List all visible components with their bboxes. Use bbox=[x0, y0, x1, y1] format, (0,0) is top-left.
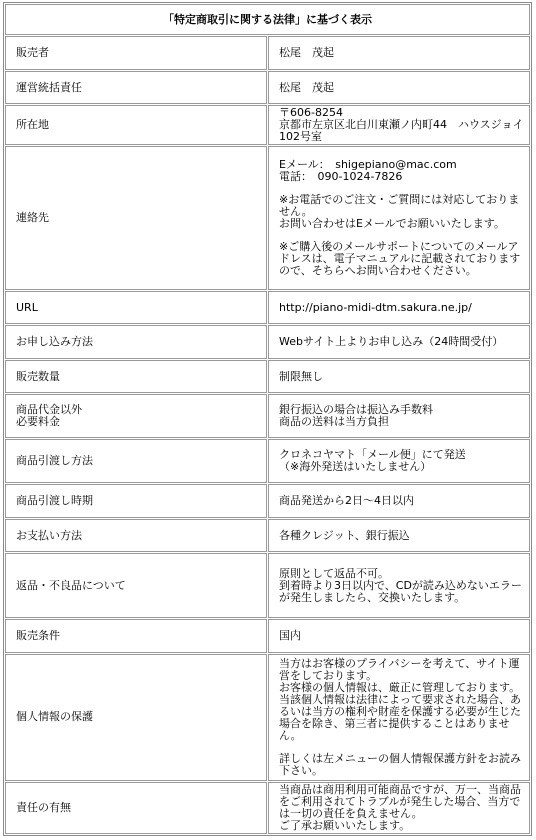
row-delivery-method bbox=[5, 439, 530, 483]
row-contact bbox=[5, 146, 530, 290]
row-label bbox=[5, 105, 267, 145]
label-line: 個人情報の保護 bbox=[16, 710, 93, 724]
row-value bbox=[268, 519, 530, 553]
label-line: お支払い方法 bbox=[16, 528, 82, 542]
row-label bbox=[5, 394, 267, 438]
label-line: 販売条件 bbox=[16, 628, 60, 642]
label-line: URL bbox=[16, 300, 38, 314]
row-order-method bbox=[5, 325, 530, 359]
table-title: 「特定商取引に関する法律」に基づく表示 bbox=[5, 4, 530, 35]
legal-notice-table bbox=[3, 2, 532, 836]
row-value bbox=[268, 553, 530, 618]
label-line: 必要料金 bbox=[16, 415, 60, 429]
row-seller bbox=[5, 36, 530, 70]
row-label bbox=[5, 619, 267, 653]
row-extra-fees bbox=[5, 394, 530, 438]
row-value bbox=[268, 325, 530, 359]
row-liability bbox=[5, 782, 530, 835]
value-line: お問い合わせはEメールでお願いいたします。 bbox=[279, 217, 505, 230]
row-privacy bbox=[5, 654, 530, 781]
value-line: （※海外発送はいたしません） bbox=[279, 460, 432, 474]
value-line: 当商品は商用利用可能商品ですが、万一、当商品をご利用されてトラブルが発生した場合、当方では一切の責任を負えません。 bbox=[279, 782, 521, 820]
value-line: 京都市左京区北白川東瀬ノ内町44 ハウスジョイ102号室 bbox=[279, 118, 524, 144]
row-label bbox=[5, 291, 267, 325]
value-line: ※ご購入後のメールサポートについてのメールアドレスは、電子マニュアルに記載されておりますので、そちらへお問い合わせください。 bbox=[279, 240, 521, 277]
label-line: 返品・不良品について bbox=[16, 578, 126, 592]
value-line: 原則として返品不可。 bbox=[279, 566, 389, 580]
row-value bbox=[268, 484, 530, 518]
label-line: 所在地 bbox=[16, 118, 49, 132]
value-line: 制限無し bbox=[279, 369, 323, 383]
row-label bbox=[5, 325, 267, 359]
value-line: 当該個人情報は法律によって要求された場合、あるいは当方の権利や財産を保護する必要が生じた場合を除き、第三者に提供することはありません。 bbox=[279, 692, 521, 742]
value-line: 商品の送料は当方負担 bbox=[279, 415, 389, 429]
value-line: 松尾 茂起 bbox=[279, 80, 334, 94]
label-line: 連絡先 bbox=[16, 211, 49, 224]
value-line: 〒606-8254 bbox=[279, 106, 343, 120]
value-line: 当方はお客様のプライバシーを考えて、サイト運営をしております。 bbox=[279, 656, 520, 682]
row-value bbox=[268, 439, 530, 483]
label-line: 運営統括責任 bbox=[16, 80, 82, 94]
row-delivery-time bbox=[5, 484, 530, 518]
legal-notice-document bbox=[3, 2, 532, 836]
label-line: 責任の有無 bbox=[16, 800, 71, 814]
value-line: 銀行振込の場合は振込み手数料 bbox=[279, 403, 433, 417]
row-label bbox=[5, 654, 267, 781]
row-label bbox=[5, 71, 267, 105]
label-line: 商品代金以外 bbox=[16, 403, 82, 417]
value-line: 詳しくは左メニューの個人情報保護方針をお読み下さい。 bbox=[279, 751, 521, 777]
value-line: 電話： 090-1024-7826 bbox=[279, 170, 403, 183]
row-value bbox=[268, 146, 530, 290]
row-label bbox=[5, 360, 267, 394]
label-line: 商品引渡し時期 bbox=[16, 494, 93, 508]
row-value bbox=[268, 71, 530, 105]
row-label bbox=[5, 36, 267, 70]
label-line: お申し込み方法 bbox=[16, 335, 93, 349]
row-url bbox=[5, 291, 530, 325]
value-line: 商品発送から2日～4日以内 bbox=[279, 494, 414, 508]
row-value bbox=[268, 619, 530, 653]
row-value bbox=[268, 782, 530, 835]
value-line: 各種クレジット、銀行振込 bbox=[279, 528, 410, 542]
value-line: ご了承お願いいたします。 bbox=[279, 818, 411, 832]
row-value bbox=[268, 105, 530, 145]
value-line: 到着時より3日以内で、CDが読み込めないエラーが発生しましたら、交換いたします。 bbox=[279, 578, 522, 604]
label-line: 商品引渡し方法 bbox=[16, 454, 93, 468]
row-address bbox=[5, 105, 530, 145]
label-line: 販売数量 bbox=[16, 369, 60, 383]
row-returns bbox=[5, 553, 530, 618]
value-line: クロネコヤマト「メール便」にて発送 bbox=[279, 448, 466, 462]
row-payment bbox=[5, 519, 530, 553]
value-line: Webサイト上よりお申し込み（24時間受付） bbox=[279, 335, 504, 349]
row-value bbox=[268, 360, 530, 394]
row-value bbox=[268, 394, 530, 438]
value-line: お客様の個人情報は、厳正に管理しております。 bbox=[279, 680, 521, 694]
row-value bbox=[268, 654, 530, 781]
value-line: Eメール： shigepiano@mac.com bbox=[279, 158, 457, 171]
value-line: 松尾 茂起 bbox=[279, 46, 334, 60]
row-quantity bbox=[5, 360, 530, 394]
value-line: http://piano-midi-dtm.sakura.ne.jp/ bbox=[279, 300, 472, 314]
row-label bbox=[5, 146, 267, 290]
label-line: 販売者 bbox=[16, 46, 49, 60]
row-manager bbox=[5, 71, 530, 105]
row-label bbox=[5, 439, 267, 483]
value-line: 国内 bbox=[279, 628, 301, 642]
row-label bbox=[5, 553, 267, 618]
row-label bbox=[5, 782, 267, 835]
value-line: ※お電話でのご注文・ご質問には対応しておりません。 bbox=[279, 193, 520, 218]
row-value bbox=[268, 291, 530, 325]
title-row bbox=[5, 4, 530, 35]
row-label bbox=[5, 484, 267, 518]
row-value bbox=[268, 36, 530, 70]
row-label bbox=[5, 519, 267, 553]
paragraph-gap bbox=[279, 742, 529, 753]
row-conditions bbox=[5, 619, 530, 653]
